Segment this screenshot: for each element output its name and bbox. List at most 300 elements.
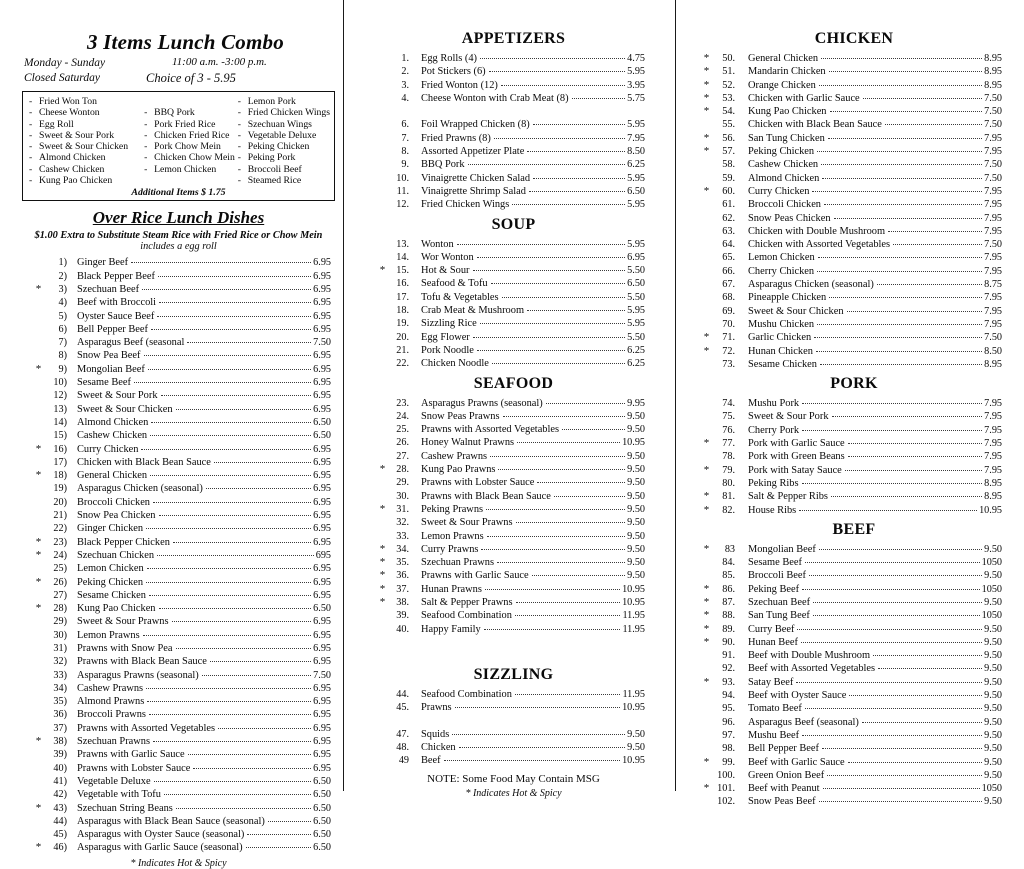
sizzling-footnote: * Indicates Hot & Spicy — [465, 787, 562, 799]
menu-item-name: Pork Noodle — [421, 344, 474, 356]
menu-item-number: 94. — [722, 690, 735, 702]
menu-item-name: Vinaigrette Shrimp Salad — [421, 185, 526, 197]
leader-dots — [822, 178, 982, 179]
hot-spicy-marker: * — [703, 782, 710, 795]
menu-item-name: Sweet & Sour Pork — [77, 390, 158, 402]
menu-item-number: 10. — [396, 172, 409, 184]
menu-item-price: 9.50 — [627, 570, 645, 582]
hot-spicy-marker: * — [379, 502, 386, 515]
menu-item-name: Asparagus Chicken (seasonal) — [748, 279, 874, 291]
menu-item-number: 1) — [58, 257, 67, 269]
menu-item-name: Cherry Chicken — [748, 265, 815, 277]
menu-item-row — [378, 543, 645, 556]
leader-dots — [485, 589, 620, 590]
menu-item-row — [34, 323, 331, 336]
menu-item-number: 55. — [722, 119, 735, 131]
leader-dots — [820, 364, 982, 365]
menu-item-row — [702, 65, 1002, 78]
menu-item-number: 24. — [396, 410, 409, 422]
menu-item-row — [34, 389, 331, 402]
menu-item-price: 8.50 — [627, 146, 645, 158]
menu-item-row — [378, 118, 645, 131]
leader-dots — [515, 615, 621, 616]
menu-item-row — [34, 576, 331, 589]
menu-item-price: 6.25 — [627, 159, 645, 171]
hot-spicy-marker: * — [703, 145, 710, 158]
menu-item-name: Black Pepper Chicken — [77, 536, 170, 548]
appetizers-heading: APPETIZERS — [461, 30, 566, 47]
menu-item-price: 6.95 — [313, 456, 331, 468]
menu-item-number: 7. — [401, 132, 409, 144]
menu-item-price: 6.95 — [313, 563, 331, 575]
hot-spicy-marker: * — [379, 556, 386, 569]
menu-item-row — [378, 583, 645, 596]
menu-item-number: 76. — [722, 424, 735, 436]
menu-item-row — [378, 317, 645, 330]
menu-item-number: 38. — [396, 596, 409, 608]
menu-item-number: 20) — [53, 496, 67, 508]
hot-spicy-marker: * — [379, 463, 386, 476]
leader-dots — [819, 85, 982, 86]
menu-item-number: 69. — [722, 305, 735, 317]
menu-item-number: 78. — [722, 451, 735, 463]
menu-item-price: 9.50 — [984, 729, 1002, 741]
menu-item-number: 21) — [53, 510, 67, 522]
menu-item-number: 85. — [722, 570, 735, 582]
menu-item-row — [378, 609, 645, 622]
menu-item-price: 5.95 — [627, 318, 645, 330]
menu-item-price: 9.50 — [984, 690, 1002, 702]
leader-dots — [131, 262, 311, 263]
hot-spicy-marker: * — [703, 490, 710, 503]
menu-item-price: 6.95 — [313, 390, 331, 402]
menu-item-name: Sweet & Sour Prawns — [421, 517, 513, 529]
menu-item-price: 6.95 — [313, 536, 331, 548]
menu-item-row — [702, 437, 1002, 450]
menu-item-number: 50. — [722, 53, 735, 64]
menu-item-number: 82. — [722, 504, 735, 516]
menu-item-number: 28. — [396, 464, 409, 476]
menu-item-name: Asparagus with Garlic Sauce (seasonal) — [77, 842, 243, 854]
menu-item-name: Mongolian Beef — [748, 543, 816, 555]
menu-item-number: 75. — [722, 411, 735, 423]
menu-item-price: 7.95 — [984, 424, 1002, 436]
menu-item-number: 6) — [58, 323, 67, 335]
menu-item-name: Peking Chicken — [748, 146, 815, 158]
menu-item-number: 45. — [396, 702, 409, 714]
leader-dots — [847, 311, 983, 312]
menu-item-name: Beef with Double Mushroom — [748, 650, 871, 662]
menu-item-number: 13) — [53, 403, 67, 415]
leader-dots — [477, 350, 625, 351]
leader-dots — [828, 138, 982, 139]
hot-spicy-marker: * — [703, 595, 710, 608]
menu-item-row — [34, 482, 331, 495]
over-rice-substitute-note: $1.00 Extra to Substitute Steam Rice with Fried Rice or Chow Mein — [34, 230, 323, 242]
menu-item-row — [378, 688, 645, 701]
menu-item-price: 7.95 — [984, 265, 1002, 277]
menu-item-row — [34, 469, 331, 482]
leader-dots — [832, 416, 983, 417]
leader-dots — [512, 204, 625, 205]
leader-dots — [477, 257, 625, 258]
menu-item-row — [378, 251, 645, 264]
menu-item-name: San Tung Beef — [748, 610, 810, 622]
menu-item-price: 9.95 — [627, 397, 645, 409]
menu-item-number: 97. — [722, 729, 735, 741]
leader-dots — [491, 283, 626, 284]
leader-dots — [455, 707, 620, 708]
menu-item-row — [702, 596, 1002, 609]
menu-item-price: 6.95 — [313, 736, 331, 748]
over-rice-footnote: * Indicates Hot & Spicy — [130, 857, 227, 869]
menu-item-price: 6.50 — [313, 842, 331, 854]
menu-item-name: Oyster Sauce Beef — [77, 310, 155, 322]
leader-dots — [218, 728, 311, 729]
menu-item-name: Chicken with Assorted Vegetables — [748, 239, 891, 251]
menu-item-number: 67. — [722, 279, 735, 291]
leader-dots — [459, 747, 626, 748]
menu-item-price: 11.95 — [622, 610, 645, 622]
menu-item-number: 5) — [58, 310, 67, 322]
menu-item-number: 101. — [717, 783, 735, 795]
menu-item-price: 9.50 — [984, 543, 1002, 555]
menu-item-price: 8.95 — [984, 477, 1002, 489]
menu-item-price: 6.50 — [313, 775, 331, 787]
menu-item-row — [702, 649, 1002, 662]
menu-item-name: Egg Flower — [421, 331, 470, 343]
menu-item-number: 51. — [722, 66, 735, 78]
menu-item-name: Szechuan Beef — [748, 596, 811, 608]
menu-item-row — [702, 132, 1002, 145]
leader-dots — [848, 443, 983, 444]
menu-item-price: 10.95 — [622, 755, 645, 767]
leader-dots — [149, 595, 311, 596]
leader-dots — [147, 701, 311, 702]
menu-item-name: BBQ Pork — [421, 159, 465, 171]
menu-item-row — [702, 569, 1002, 582]
leader-dots — [877, 284, 982, 285]
menu-item-row — [702, 345, 1002, 358]
menu-item-number: 32) — [53, 656, 67, 668]
leader-dots — [546, 403, 625, 404]
menu-item-number: 21. — [396, 344, 409, 356]
menu-item-price: 7.95 — [984, 146, 1002, 158]
menu-item-row — [378, 410, 645, 423]
menu-item-price: 6.95 — [313, 696, 331, 708]
menu-item-price: 6.95 — [313, 496, 331, 508]
menu-item-price: 6.50 — [627, 278, 645, 290]
menu-item-row — [378, 754, 645, 767]
menu-item-row — [702, 795, 1002, 808]
menu-item-number: 35. — [396, 557, 409, 569]
menu-item-number: 19. — [396, 318, 409, 330]
combo-item: - Steamed Rice — [236, 175, 330, 186]
menu-item-name: Salt & Pepper Ribs — [748, 491, 828, 503]
hot-spicy-marker: * — [703, 463, 710, 476]
menu-item-row — [378, 516, 645, 529]
menu-item-name: Sweet & Sour Pork — [748, 411, 829, 423]
menu-item-row — [378, 728, 645, 741]
leader-dots — [821, 164, 982, 165]
hot-spicy-marker: * — [703, 675, 710, 688]
menu-item-price: 6.95 — [313, 443, 331, 455]
leader-dots — [246, 847, 312, 848]
column-lunch — [0, 0, 343, 869]
leader-dots — [862, 722, 982, 723]
menu-item-row — [702, 305, 1002, 318]
menu-item-number: 33. — [396, 530, 409, 542]
leader-dots — [888, 231, 982, 232]
menu-item-row — [378, 185, 645, 198]
menu-item-price: 9.50 — [627, 450, 645, 462]
menu-item-row — [34, 802, 331, 815]
leader-dots — [796, 682, 982, 683]
menu-item-name: Prawns with Assorted Vegetables — [77, 722, 216, 734]
menu-item-row — [378, 145, 645, 158]
menu-item-row — [378, 623, 645, 636]
menu-item-number: 31. — [396, 503, 409, 515]
menu-item-row — [378, 476, 645, 489]
menu-item-number: 74. — [722, 398, 735, 410]
menu-item-number: 25) — [53, 563, 67, 575]
leader-dots — [824, 204, 982, 205]
menu-item-name: Fried Prawns (8) — [421, 132, 491, 144]
menu-item-row — [702, 676, 1002, 689]
menu-item-name: Mushu Beef — [748, 729, 800, 741]
menu-item-row — [34, 270, 331, 283]
leader-dots — [813, 615, 980, 616]
menu-item-number: 91. — [722, 650, 735, 662]
menu-item-price: 9.50 — [984, 716, 1002, 728]
leader-dots — [154, 781, 312, 782]
hot-spicy-marker: * — [703, 622, 710, 635]
menu-item-name: Beef with Assorted Vegetables — [748, 663, 876, 675]
menu-item-name: Lemon Chicken — [748, 252, 815, 264]
menu-item-number: 1. — [401, 53, 409, 64]
menu-item-number: 37. — [396, 583, 409, 595]
menu-item-number: 98. — [722, 743, 735, 755]
menu-item-name: Chicken — [421, 742, 456, 754]
leader-dots — [893, 244, 982, 245]
leader-dots — [797, 629, 982, 630]
menu-item-row — [378, 79, 645, 92]
menu-item-row — [34, 828, 331, 841]
menu-item-name: Chicken with Garlic Sauce — [748, 92, 860, 104]
menu-item-number: 22) — [53, 523, 67, 535]
menu-item-row — [34, 762, 331, 775]
hot-spicy-marker: * — [703, 503, 710, 516]
pork-heading: PORK — [830, 375, 878, 393]
leader-dots — [157, 555, 314, 556]
hot-spicy-marker: * — [703, 582, 710, 595]
menu-item-price: 6.95 — [313, 297, 331, 309]
menu-item-name: Curry Prawns — [421, 543, 479, 555]
menu-item-name: Peking Prawns — [421, 503, 484, 515]
menu-item-price: 7.50 — [984, 159, 1002, 171]
menu-item-name: Szechuan Prawns — [421, 557, 495, 569]
menu-item-name: Ginger Chicken — [77, 523, 144, 535]
menu-item-name: Lemon Prawns — [77, 629, 140, 641]
menu-item-row — [34, 708, 331, 721]
leader-dots — [532, 575, 626, 576]
menu-item-row — [702, 662, 1002, 675]
menu-item-price: 9.50 — [627, 517, 645, 529]
menu-item-name: Crab Meat & Mushroom — [421, 305, 525, 317]
menu-item-number: 32. — [396, 517, 409, 529]
menu-item-name: Prawns with Lobster Sauce — [77, 762, 191, 774]
combo-item: - Cashew Chicken — [27, 164, 142, 175]
menu-item-number: 18) — [53, 470, 67, 482]
menu-item-name: Chicken Noodle — [421, 358, 489, 370]
sizzling-item-list — [366, 688, 661, 768]
leader-dots — [805, 562, 980, 563]
hot-spicy-marker: * — [379, 569, 386, 582]
menu-item-row — [702, 410, 1002, 423]
menu-item-name: Curry Beef — [748, 623, 795, 635]
menu-item-name: Sesame Chicken — [748, 358, 817, 370]
menu-item-price: 7.95 — [984, 132, 1002, 144]
menu-item-row — [702, 198, 1002, 211]
menu-item-price: 7.95 — [984, 212, 1002, 224]
menu-item-name: Foil Wrapped Chicken (8) — [421, 119, 530, 131]
menu-item-name: Broccoli Chicken — [748, 199, 822, 211]
menu-item-row — [378, 490, 645, 503]
msg-note: NOTE: Some Food May Contain MSG — [427, 772, 600, 785]
hot-spicy-marker: * — [35, 535, 42, 548]
menu-item-number: 23. — [396, 397, 409, 409]
menu-item-name: Sizzling Rice — [421, 318, 477, 330]
menu-item-row — [378, 238, 645, 251]
menu-item-name: Broccoli Beef — [748, 570, 806, 582]
combo-item: - Broccoli Beef — [236, 164, 330, 175]
menu-item-row — [702, 477, 1002, 490]
menu-item-price: 5.75 — [627, 92, 645, 104]
hot-spicy-marker: * — [35, 735, 42, 748]
menu-item-price: 9.50 — [984, 676, 1002, 688]
menu-item-number: 34. — [396, 543, 409, 555]
menu-item-number: 20. — [396, 331, 409, 343]
menu-item-price: 6.50 — [313, 789, 331, 801]
leader-dots — [831, 496, 982, 497]
menu-item-price: 6.95 — [313, 283, 331, 295]
menu-item-price: 6.25 — [627, 344, 645, 356]
menu-item-price: 9.50 — [984, 703, 1002, 715]
hot-spicy-marker: * — [703, 344, 710, 357]
combo-hours: 11:00 a.m. -3:00 p.m. — [172, 56, 267, 68]
leader-dots — [489, 71, 626, 72]
combo-closed: Closed Saturday — [24, 72, 100, 84]
menu-item-number: 80. — [722, 477, 735, 489]
menu-item-price: 7.50 — [984, 106, 1002, 118]
menu-item-price: 7.95 — [984, 451, 1002, 463]
menu-item-number: 77. — [722, 438, 735, 450]
menu-item-row — [34, 748, 331, 761]
menu-item-number: 22. — [396, 358, 409, 370]
chicken-heading: CHICKEN — [814, 30, 894, 47]
leader-dots — [202, 675, 311, 676]
combo-list-2 — [142, 96, 236, 186]
menu-item-number: 2) — [58, 270, 67, 282]
menu-item-row — [378, 277, 645, 290]
leader-dots — [848, 762, 983, 763]
menu-item-price: 9.50 — [627, 410, 645, 422]
hot-spicy-marker: * — [35, 575, 42, 588]
menu-item-price: 7.95 — [984, 225, 1002, 237]
menu-item-number: 65. — [722, 252, 735, 264]
leader-dots — [151, 329, 311, 330]
menu-item-number: 102. — [717, 796, 735, 808]
menu-item-name: Orange Chicken — [748, 79, 816, 91]
pork-item-list — [694, 397, 1014, 517]
leader-dots — [501, 85, 625, 86]
leader-dots — [193, 768, 311, 769]
menu-item-row — [34, 443, 331, 456]
menu-item-name: Prawns with Black Bean Sauce — [421, 490, 551, 502]
leader-dots — [817, 324, 982, 325]
seafood-sizzling-gap — [366, 636, 661, 666]
menu-item-row — [702, 278, 1002, 291]
menu-item-name: Sesame Beef — [748, 557, 802, 569]
menu-item-price: 6.95 — [313, 350, 331, 362]
menu-item-price: 11.95 — [622, 688, 645, 700]
lunch-combo-box — [22, 91, 335, 201]
leader-dots — [444, 760, 620, 761]
leader-dots — [818, 257, 983, 258]
menu-item-name: Sesame Beef — [77, 377, 131, 389]
menu-item-row — [378, 357, 645, 370]
menu-item-price: 7.95 — [984, 411, 1002, 423]
beef-item-list — [694, 543, 1014, 809]
hot-spicy-marker: * — [703, 635, 710, 648]
menu-item-price: 7.95 — [984, 305, 1002, 317]
menu-item-number: 40. — [396, 623, 409, 635]
leader-dots — [516, 522, 626, 523]
combo-days: Monday - Sunday — [24, 57, 106, 69]
menu-item-row — [702, 238, 1002, 251]
menu-item-row — [34, 669, 331, 682]
leader-dots — [813, 602, 982, 603]
menu-item-number: 12. — [396, 199, 409, 211]
menu-item-name: Prawns with Garlic Sauce — [77, 749, 185, 761]
menu-item-name: Sweet & Sour Prawns — [77, 616, 169, 628]
menu-item-price: 6.95 — [313, 682, 331, 694]
menu-item-row — [702, 105, 1002, 118]
menu-item-number: 17) — [53, 456, 67, 468]
menu-item-name: Pot Stickers (6) — [421, 66, 486, 78]
menu-item-number: 68. — [722, 292, 735, 304]
menu-item-row — [702, 702, 1002, 715]
menu-item-name: Honey Walnut Prawns — [421, 437, 515, 449]
menu-item-number: 26) — [53, 576, 67, 588]
menu-item-number: 29. — [396, 477, 409, 489]
seafood-heading: SEAFOOD — [473, 374, 554, 392]
menu-item-name: Peking Beef — [748, 583, 800, 595]
leader-dots — [452, 734, 625, 735]
menu-item-number: 73. — [722, 358, 735, 370]
menu-item-name: Garlic Chicken — [748, 332, 812, 344]
menu-item-price: 8.95 — [984, 79, 1002, 91]
leader-dots — [845, 470, 982, 471]
combo-item: - Lemon Pork — [236, 96, 330, 107]
menu-item-number: 57. — [722, 146, 735, 158]
combo-item: - Kung Pao Chicken — [27, 175, 142, 186]
combo-item: - Pork Fried Rice — [142, 119, 236, 130]
menu-item-price: 8.75 — [984, 279, 1002, 291]
menu-item-number: 84. — [722, 557, 735, 569]
menu-item-price: 11.95 — [622, 623, 645, 635]
leader-dots — [159, 515, 312, 516]
